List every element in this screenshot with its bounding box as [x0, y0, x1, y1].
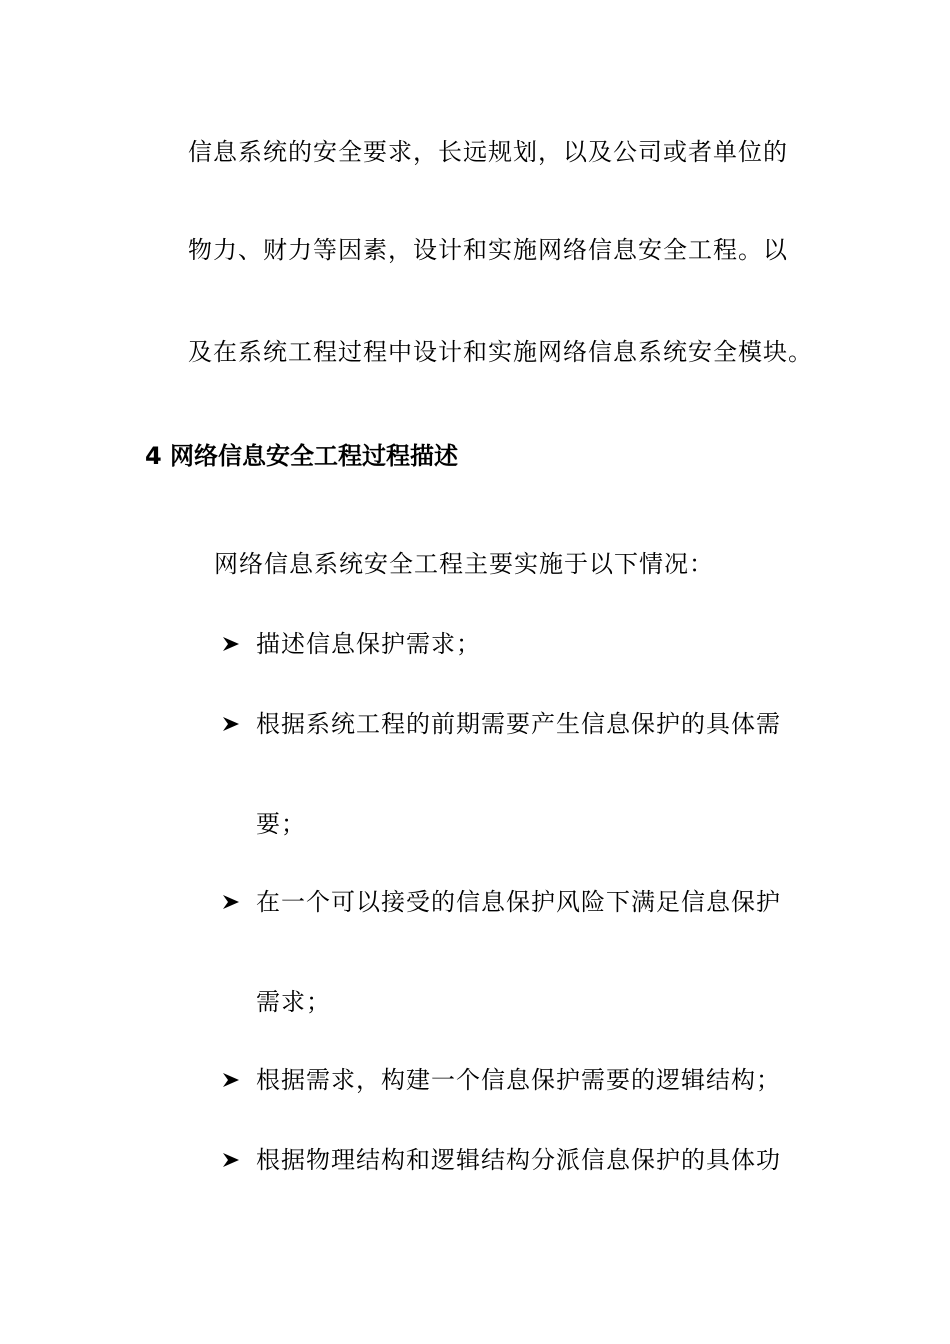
paragraph-line-2: 物力、财力等因素，设计和实施网络信息安全工程。以 — [188, 236, 788, 264]
list-item-2-line-1: 根据系统工程的前期需要产生信息保护的具体需 — [256, 710, 781, 738]
arrowhead-bullet-icon — [222, 887, 244, 917]
list-item-5-line-1: 根据物理结构和逻辑结构分派信息保护的具体功 — [256, 1146, 781, 1174]
arrowhead-bullet-icon — [222, 629, 244, 659]
list-item-2-line-2: 要； — [256, 810, 306, 838]
list-item-3-line-1: 在一个可以接受的信息保护风险下满足信息保护 — [256, 888, 781, 916]
list-item-4-line-1: 根据需求，构建一个信息保护需要的逻辑结构； — [256, 1066, 781, 1094]
arrowhead-bullet-icon — [222, 1065, 244, 1095]
arrowhead-bullet-icon — [222, 1145, 244, 1175]
paragraph-line-3: 及在系统工程过程中设计和实施网络信息系统安全模块。 — [188, 338, 813, 366]
section-heading: 4 网络信息安全工程过程描述 — [145, 442, 459, 470]
arrowhead-bullet-icon — [222, 709, 244, 739]
list-item-3-line-2: 需求； — [256, 988, 331, 1016]
list-item-1-line-1: 描述信息保护需求； — [256, 630, 481, 658]
section-intro: 网络信息系统安全工程主要实施于以下情况： — [214, 550, 714, 578]
paragraph-line-1: 信息系统的安全要求，长远规划，以及公司或者单位的 — [188, 138, 788, 166]
